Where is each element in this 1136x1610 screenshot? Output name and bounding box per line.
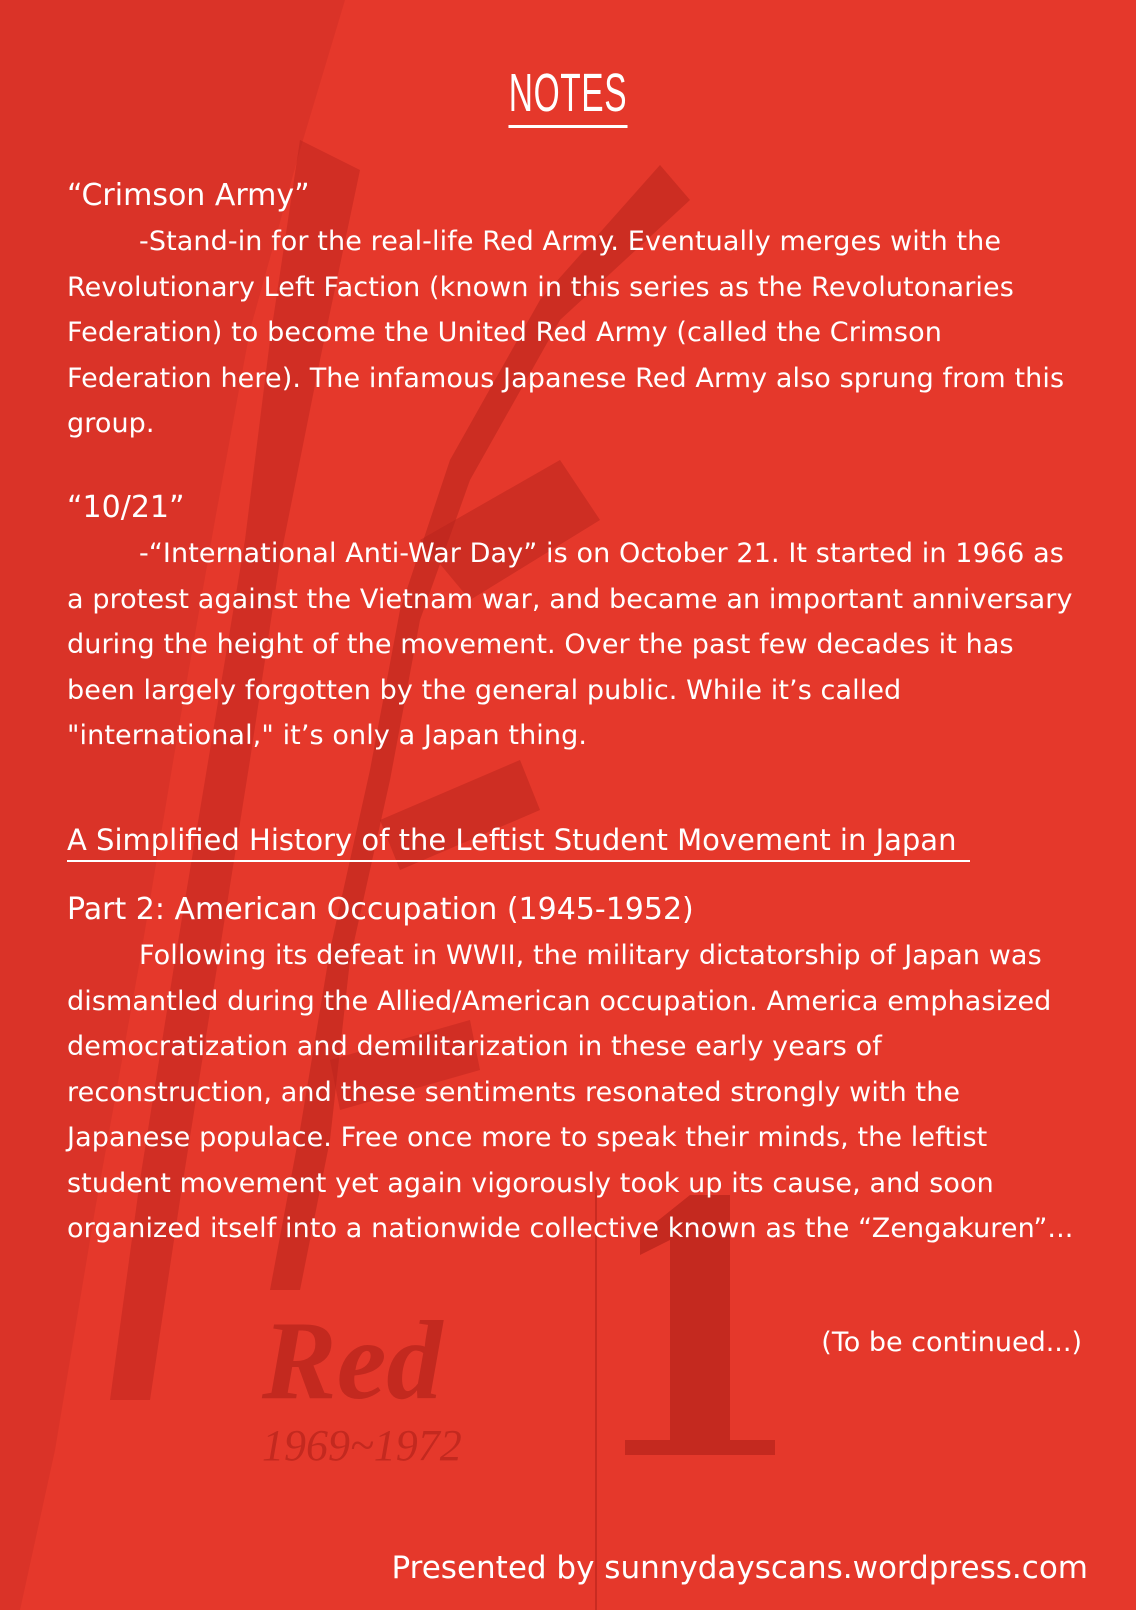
page-title: NOTES <box>216 62 920 124</box>
note-text-10-21: -“International Anti-War Day” is on October 21. It started in 1966 as a protest against the Vietnam war, and became an important anniversary during the height of the movement. Over the past few decades it has been largely forgotten by the general public. While it’s called "international," it’s only a Japan thing. <box>67 538 1073 751</box>
watermark-logo-word: Red <box>262 1299 443 1423</box>
watermark-logo-years: 1969~1972 <box>262 1421 462 1470</box>
note-term-10-21: “10/21” <box>67 490 185 525</box>
history-heading: A Simplified History of the Leftist Student Movement in Japan <box>67 822 970 862</box>
note-term-crimson-army: “Crimson Army” <box>67 178 310 213</box>
history-part-title: Part 2: American Occupation (1945-1952) <box>67 892 694 927</box>
scanlation-credit: Presented by sunnydayscans.wordpress.com <box>391 1550 1088 1586</box>
history-text: Following its defeat in WWII, the military dictatorship of Japan was dismantled during the Allied/American occupation. America emphasized democratization and demilitarization in these early years of reconstruction, and these sentiments resonated strongly with the Japanese populace. Free once more to speak their minds, the leftist student movement yet again vigorously took up its cause, and soon organized itself into a nationwide collective known as the “Zengakuren”... <box>67 940 1074 1244</box>
to-be-continued: (To be continued...) <box>821 1327 1082 1358</box>
note-text-crimson-army: -Stand-in for the real-life Red Army. Eventually merges with the Revolutionary Left Faction (known in this series as the Revolutonaries Federation) to become the United Red Army (called the Crimson Federation here). The infamous Japanese Red Army also sprung from this group. <box>67 226 1065 439</box>
